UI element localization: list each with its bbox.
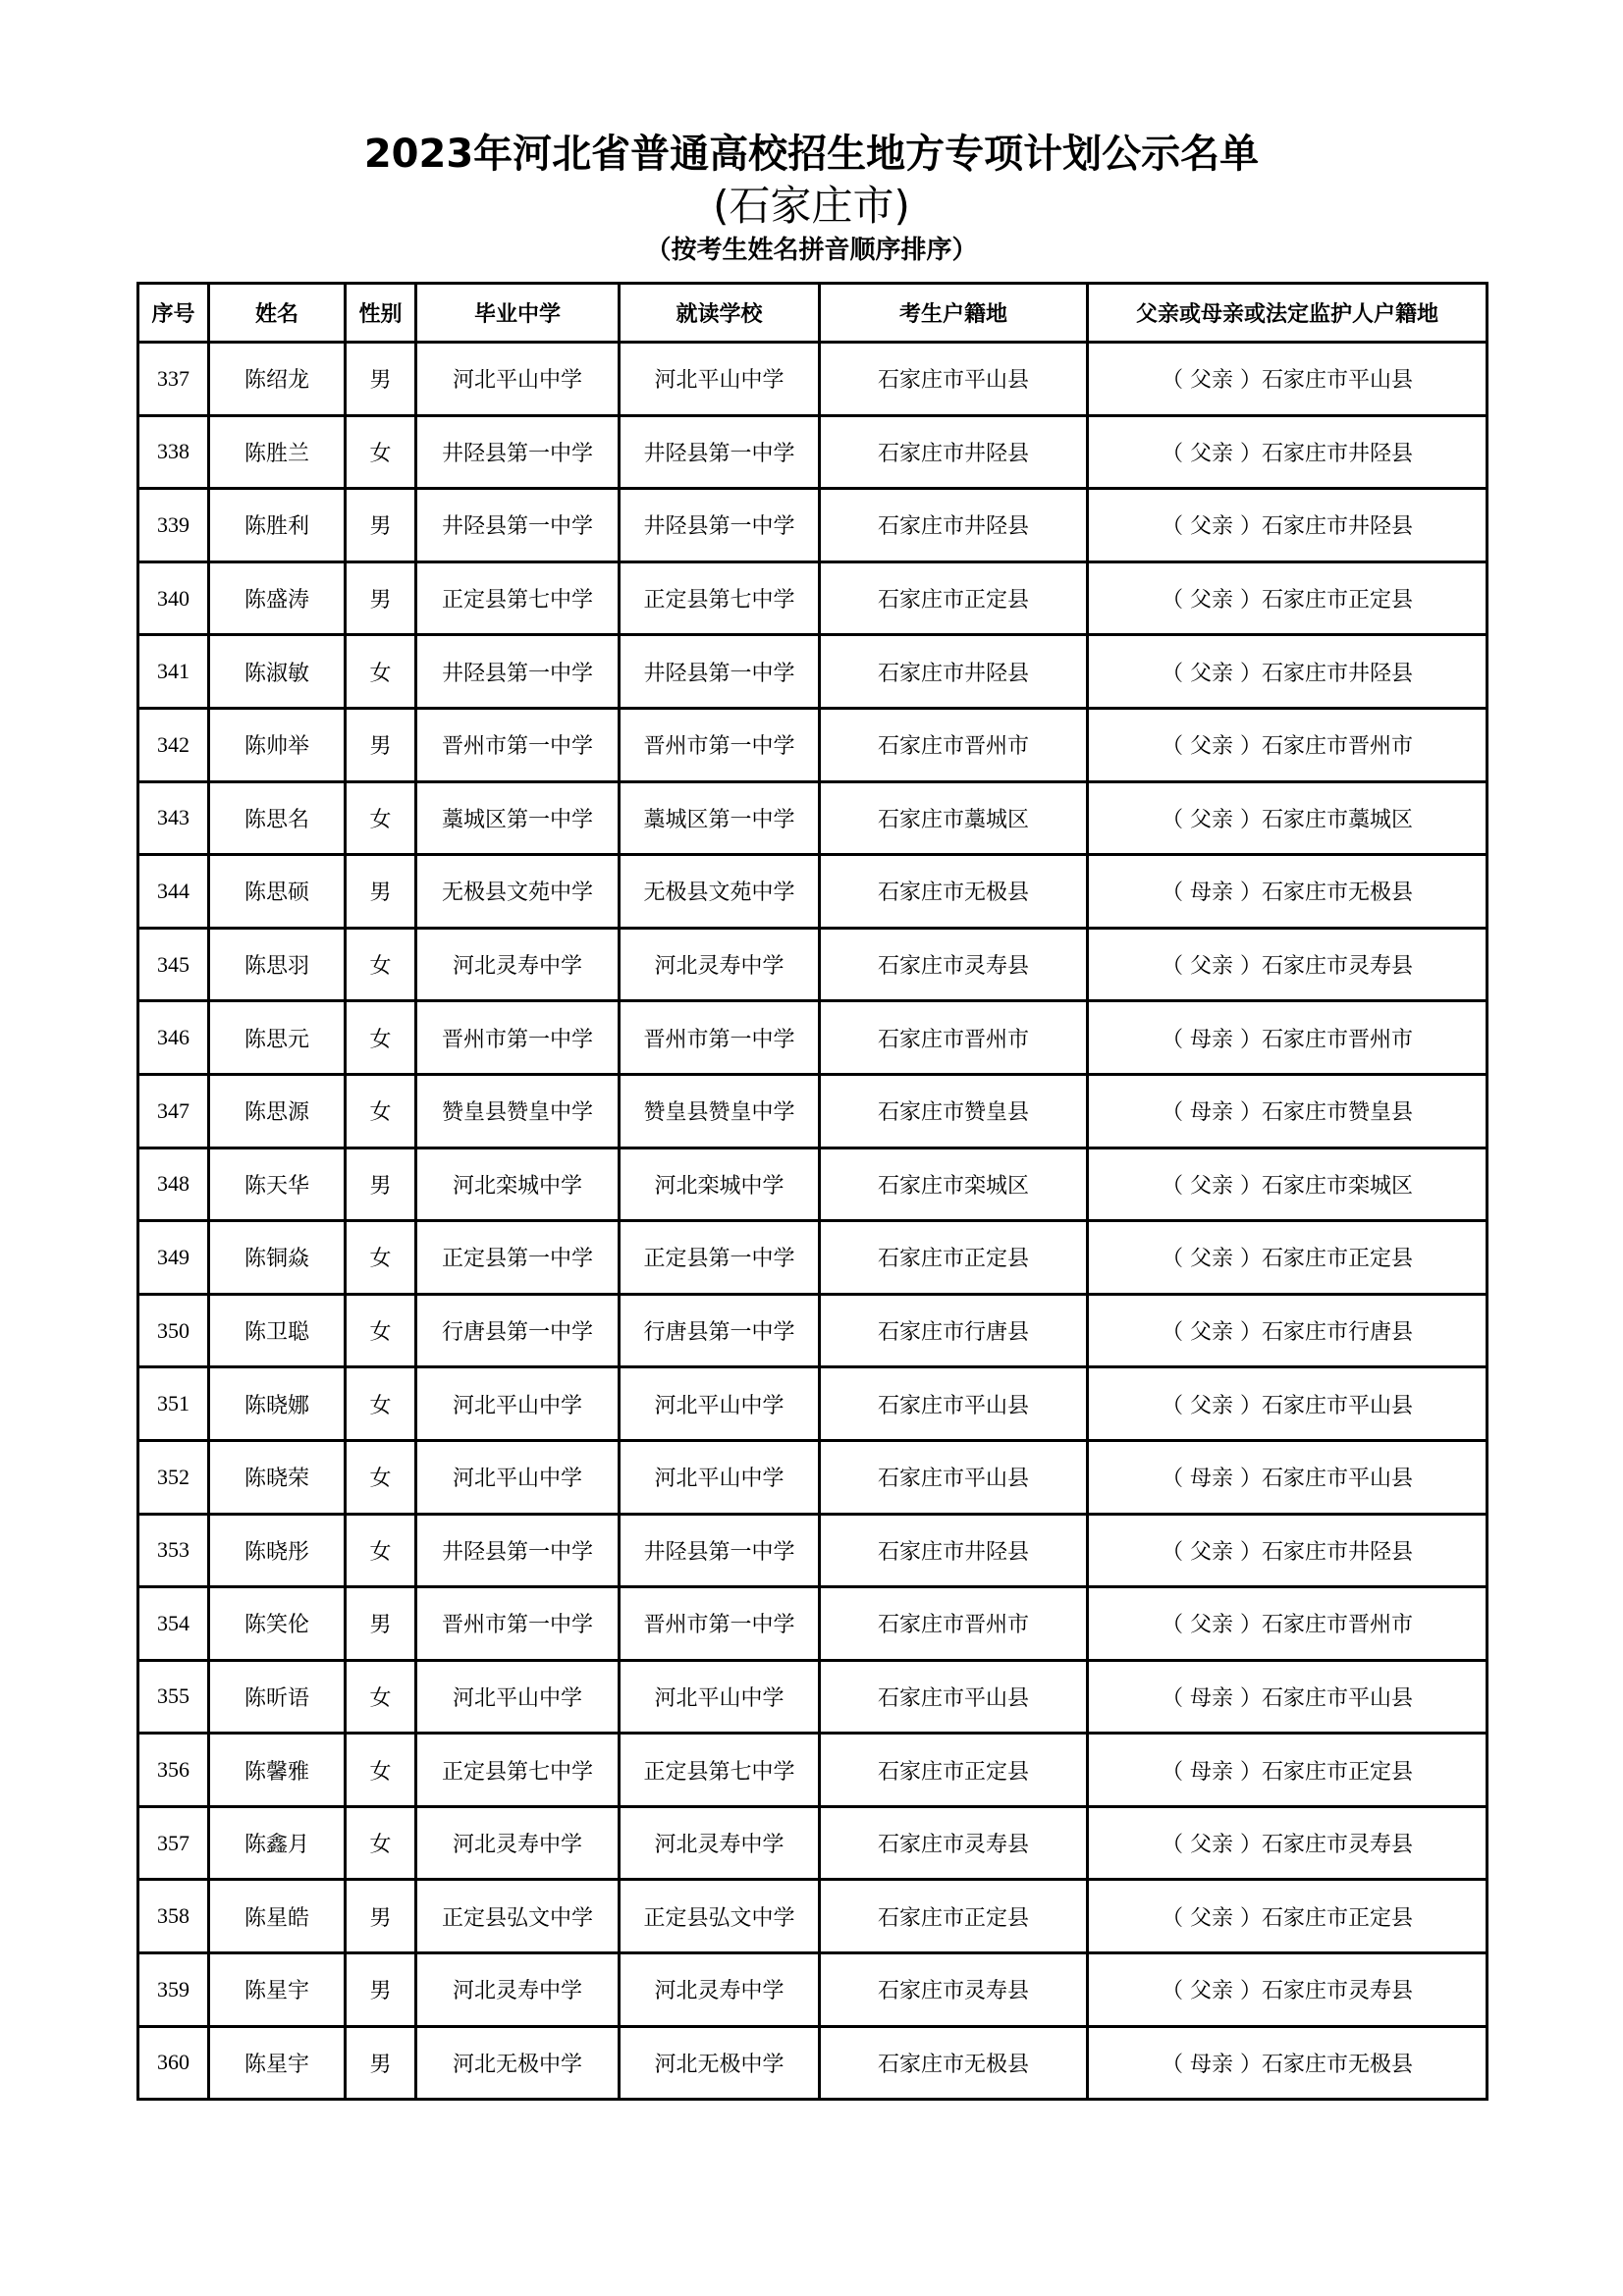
table-row	[138, 855, 1488, 929]
cell-hukou: 石家庄市正定县	[820, 1221, 1088, 1295]
cell-name: 陈晓彤	[209, 1514, 346, 1587]
cell-name: 陈晓荣	[209, 1440, 346, 1514]
cell-current-school: 晋州市第一中学	[620, 1001, 820, 1075]
table-row	[138, 1880, 1488, 1953]
cell-name: 陈绍龙	[209, 343, 346, 416]
cell-parent-hukou: （ 父亲 ）石家庄市井陉县	[1088, 415, 1488, 489]
cell-no: 340	[138, 561, 209, 635]
cell-name: 陈星皓	[209, 1880, 346, 1953]
cell-hukou: 石家庄市井陉县	[820, 635, 1088, 709]
cell-gender: 女	[346, 1514, 416, 1587]
table-row	[138, 781, 1488, 855]
cell-name: 陈星宇	[209, 1953, 346, 2027]
table-row	[138, 561, 1488, 635]
cell-name: 陈胜利	[209, 489, 346, 562]
cell-current-school: 正定县弘文中学	[620, 1880, 820, 1953]
cell-parent-hukou: （ 父亲 ）石家庄市行唐县	[1088, 1294, 1488, 1367]
cell-parent-hukou: （ 父亲 ）石家庄市平山县	[1088, 343, 1488, 416]
cell-current-school: 井陉县第一中学	[620, 415, 820, 489]
cell-name: 陈淑敏	[209, 635, 346, 709]
cell-parent-hukou: （ 父亲 ）石家庄市晋州市	[1088, 708, 1488, 781]
table-row	[138, 2026, 1488, 2100]
cell-grad-school: 河北灵寿中学	[416, 1806, 620, 1880]
cell-gender: 女	[346, 928, 416, 1001]
cell-name: 陈晓娜	[209, 1367, 346, 1441]
header-current-school: 就读学校	[620, 284, 820, 343]
cell-hukou: 石家庄市井陉县	[820, 1514, 1088, 1587]
cell-parent-hukou: （ 母亲 ）石家庄市正定县	[1088, 1734, 1488, 1807]
cell-hukou: 石家庄市无极县	[820, 855, 1088, 929]
cell-current-school: 河北平山中学	[620, 1367, 820, 1441]
cell-gender: 男	[346, 708, 416, 781]
cell-name: 陈昕语	[209, 1660, 346, 1734]
cell-parent-hukou: （ 父亲 ）石家庄市正定县	[1088, 561, 1488, 635]
table-row	[138, 1221, 1488, 1295]
header-name: 姓名	[209, 284, 346, 343]
cell-no: 357	[138, 1806, 209, 1880]
cell-no: 341	[138, 635, 209, 709]
cell-gender: 女	[346, 1734, 416, 1807]
cell-grad-school: 河北无极中学	[416, 2026, 620, 2100]
cell-current-school: 藁城区第一中学	[620, 781, 820, 855]
cell-current-school: 晋州市第一中学	[620, 708, 820, 781]
cell-no: 347	[138, 1074, 209, 1148]
cell-current-school: 正定县第七中学	[620, 1734, 820, 1807]
cell-no: 346	[138, 1001, 209, 1075]
cell-hukou: 石家庄市平山县	[820, 1660, 1088, 1734]
cell-no: 345	[138, 928, 209, 1001]
table-body	[138, 343, 1488, 2100]
cell-hukou: 石家庄市栾城区	[820, 1148, 1088, 1221]
cell-current-school: 晋州市第一中学	[620, 1587, 820, 1661]
table-row	[138, 635, 1488, 709]
cell-grad-school: 河北灵寿中学	[416, 928, 620, 1001]
cell-current-school: 河北灵寿中学	[620, 928, 820, 1001]
cell-current-school: 河北栾城中学	[620, 1148, 820, 1221]
cell-parent-hukou: （ 母亲 ）石家庄市无极县	[1088, 855, 1488, 929]
cell-parent-hukou: （ 母亲 ）石家庄市晋州市	[1088, 1001, 1488, 1075]
cell-grad-school: 晋州市第一中学	[416, 708, 620, 781]
cell-parent-hukou: （ 父亲 ）石家庄市井陉县	[1088, 635, 1488, 709]
cell-no: 350	[138, 1294, 209, 1367]
cell-gender: 女	[346, 1367, 416, 1441]
cell-current-school: 河北灵寿中学	[620, 1953, 820, 2027]
cell-parent-hukou: （ 母亲 ）石家庄市平山县	[1088, 1660, 1488, 1734]
cell-no: 344	[138, 855, 209, 929]
cell-no: 342	[138, 708, 209, 781]
cell-no: 353	[138, 1514, 209, 1587]
sort-note: （按考生姓名拼音顺序排序）	[645, 236, 978, 265]
table-row	[138, 489, 1488, 562]
cell-no: 359	[138, 1953, 209, 2027]
cell-hukou: 石家庄市藁城区	[820, 781, 1088, 855]
cell-parent-hukou: （ 父亲 ）石家庄市平山县	[1088, 1367, 1488, 1441]
cell-grad-school: 晋州市第一中学	[416, 1587, 620, 1661]
table-row	[138, 1367, 1488, 1441]
cell-grad-school: 河北平山中学	[416, 343, 620, 416]
cell-gender: 男	[346, 855, 416, 929]
cell-name: 陈天华	[209, 1148, 346, 1221]
cell-hukou: 石家庄市行唐县	[820, 1294, 1088, 1367]
cell-parent-hukou: （ 父亲 ）石家庄市藁城区	[1088, 781, 1488, 855]
cell-hukou: 石家庄市无极县	[820, 2026, 1088, 2100]
cell-name: 陈思羽	[209, 928, 346, 1001]
cell-current-school: 河北无极中学	[620, 2026, 820, 2100]
cell-no: 343	[138, 781, 209, 855]
header-gender: 性别	[346, 284, 416, 343]
cell-name: 陈胜兰	[209, 415, 346, 489]
cell-parent-hukou: （ 父亲 ）石家庄市正定县	[1088, 1880, 1488, 1953]
cell-no: 352	[138, 1440, 209, 1514]
table-row	[138, 343, 1488, 416]
cell-grad-school: 井陉县第一中学	[416, 489, 620, 562]
table-row	[138, 1734, 1488, 1807]
cell-current-school: 河北平山中学	[620, 343, 820, 416]
cell-grad-school: 河北栾城中学	[416, 1148, 620, 1221]
cell-hukou: 石家庄市井陉县	[820, 489, 1088, 562]
cell-parent-hukou: （ 父亲 ）石家庄市灵寿县	[1088, 1953, 1488, 2027]
cell-hukou: 石家庄市晋州市	[820, 1001, 1088, 1075]
cell-hukou: 石家庄市平山县	[820, 343, 1088, 416]
cell-name: 陈铜焱	[209, 1221, 346, 1295]
document-title: 2023年河北省普通高校招生地方专项计划公示名单	[363, 132, 1260, 177]
header-hukou: 考生户籍地	[820, 284, 1088, 343]
cell-grad-school: 河北平山中学	[416, 1440, 620, 1514]
table-row	[138, 1587, 1488, 1661]
cell-grad-school: 河北平山中学	[416, 1660, 620, 1734]
cell-gender: 男	[346, 489, 416, 562]
cell-grad-school: 井陉县第一中学	[416, 1514, 620, 1587]
cell-no: 358	[138, 1880, 209, 1953]
cell-no: 348	[138, 1148, 209, 1221]
cell-parent-hukou: （ 父亲 ）石家庄市灵寿县	[1088, 928, 1488, 1001]
cell-grad-school: 赞皇县赞皇中学	[416, 1074, 620, 1148]
cell-no: 351	[138, 1367, 209, 1441]
cell-no: 338	[138, 415, 209, 489]
cell-current-school: 无极县文苑中学	[620, 855, 820, 929]
cell-name: 陈卫聪	[209, 1294, 346, 1367]
table-row	[138, 1514, 1488, 1587]
cell-name: 陈帅举	[209, 708, 346, 781]
cell-name: 陈思硕	[209, 855, 346, 929]
cell-gender: 女	[346, 1806, 416, 1880]
cell-parent-hukou: （ 父亲 ）石家庄市正定县	[1088, 1221, 1488, 1295]
cell-grad-school: 河北灵寿中学	[416, 1953, 620, 2027]
table-row	[138, 1148, 1488, 1221]
cell-gender: 女	[346, 635, 416, 709]
table-row	[138, 1660, 1488, 1734]
table-row	[138, 928, 1488, 1001]
cell-grad-school: 行唐县第一中学	[416, 1294, 620, 1367]
cell-parent-hukou: （ 父亲 ）石家庄市井陉县	[1088, 489, 1488, 562]
cell-name: 陈馨雅	[209, 1734, 346, 1807]
cell-parent-hukou: （ 母亲 ）石家庄市无极县	[1088, 2026, 1488, 2100]
cell-name: 陈笑伦	[209, 1587, 346, 1661]
cell-current-school: 井陉县第一中学	[620, 489, 820, 562]
cell-gender: 男	[346, 1880, 416, 1953]
document-subtitle: (石家庄市)	[713, 182, 910, 230]
cell-gender: 女	[346, 1440, 416, 1514]
table-row	[138, 708, 1488, 781]
cell-gender: 女	[346, 1074, 416, 1148]
cell-grad-school: 无极县文苑中学	[416, 855, 620, 929]
cell-name: 陈星宇	[209, 2026, 346, 2100]
header-parent-hukou: 父亲或母亲或法定监护人户籍地	[1088, 284, 1488, 343]
cell-no: 356	[138, 1734, 209, 1807]
cell-parent-hukou: （ 父亲 ）石家庄市栾城区	[1088, 1148, 1488, 1221]
cell-gender: 男	[346, 1148, 416, 1221]
cell-grad-school: 正定县弘文中学	[416, 1880, 620, 1953]
cell-hukou: 石家庄市井陉县	[820, 415, 1088, 489]
table-row	[138, 1806, 1488, 1880]
table-header-row	[138, 284, 1488, 343]
cell-gender: 男	[346, 1587, 416, 1661]
cell-hukou: 石家庄市平山县	[820, 1440, 1088, 1514]
cell-gender: 男	[346, 343, 416, 416]
cell-gender: 男	[346, 1953, 416, 2027]
cell-grad-school: 正定县第一中学	[416, 1221, 620, 1295]
cell-gender: 女	[346, 781, 416, 855]
header-no: 序号	[138, 284, 209, 343]
table-row	[138, 1440, 1488, 1514]
cell-current-school: 河北平山中学	[620, 1660, 820, 1734]
roster-table	[136, 282, 1488, 2101]
cell-gender: 男	[346, 2026, 416, 2100]
cell-gender: 男	[346, 561, 416, 635]
cell-grad-school: 藁城区第一中学	[416, 781, 620, 855]
cell-current-school: 正定县第一中学	[620, 1221, 820, 1295]
table-row	[138, 415, 1488, 489]
cell-current-school: 河北灵寿中学	[620, 1806, 820, 1880]
cell-hukou: 石家庄市正定县	[820, 561, 1088, 635]
cell-hukou: 石家庄市晋州市	[820, 708, 1088, 781]
cell-gender: 女	[346, 1221, 416, 1295]
cell-name: 陈思名	[209, 781, 346, 855]
cell-grad-school: 晋州市第一中学	[416, 1001, 620, 1075]
cell-name: 陈盛涛	[209, 561, 346, 635]
header-grad-school: 毕业中学	[416, 284, 620, 343]
cell-no: 349	[138, 1221, 209, 1295]
cell-no: 339	[138, 489, 209, 562]
cell-hukou: 石家庄市灵寿县	[820, 1806, 1088, 1880]
table-row	[138, 1074, 1488, 1148]
table-row	[138, 1953, 1488, 2027]
cell-current-school: 河北平山中学	[620, 1440, 820, 1514]
cell-current-school: 井陉县第一中学	[620, 635, 820, 709]
cell-grad-school: 河北平山中学	[416, 1367, 620, 1441]
cell-no: 354	[138, 1587, 209, 1661]
cell-gender: 女	[346, 1294, 416, 1367]
cell-name: 陈鑫月	[209, 1806, 346, 1880]
cell-name: 陈思源	[209, 1074, 346, 1148]
cell-no: 355	[138, 1660, 209, 1734]
cell-no: 360	[138, 2026, 209, 2100]
cell-grad-school: 正定县第七中学	[416, 561, 620, 635]
cell-hukou: 石家庄市平山县	[820, 1367, 1088, 1441]
cell-parent-hukou: （ 母亲 ）石家庄市赞皇县	[1088, 1074, 1488, 1148]
cell-gender: 女	[346, 1001, 416, 1075]
cell-current-school: 赞皇县赞皇中学	[620, 1074, 820, 1148]
cell-grad-school: 井陉县第一中学	[416, 415, 620, 489]
cell-no: 337	[138, 343, 209, 416]
cell-parent-hukou: （ 父亲 ）石家庄市晋州市	[1088, 1587, 1488, 1661]
cell-grad-school: 正定县第七中学	[416, 1734, 620, 1807]
cell-parent-hukou: （ 父亲 ）石家庄市井陉县	[1088, 1514, 1488, 1587]
cell-hukou: 石家庄市正定县	[820, 1880, 1088, 1953]
cell-hukou: 石家庄市正定县	[820, 1734, 1088, 1807]
cell-gender: 女	[346, 415, 416, 489]
cell-current-school: 正定县第七中学	[620, 561, 820, 635]
cell-hukou: 石家庄市灵寿县	[820, 928, 1088, 1001]
cell-name: 陈思元	[209, 1001, 346, 1075]
cell-parent-hukou: （ 父亲 ）石家庄市灵寿县	[1088, 1806, 1488, 1880]
cell-hukou: 石家庄市赞皇县	[820, 1074, 1088, 1148]
cell-hukou: 石家庄市晋州市	[820, 1587, 1088, 1661]
cell-hukou: 石家庄市灵寿县	[820, 1953, 1088, 2027]
table-row	[138, 1001, 1488, 1075]
cell-grad-school: 井陉县第一中学	[416, 635, 620, 709]
table-row	[138, 1294, 1488, 1367]
cell-current-school: 行唐县第一中学	[620, 1294, 820, 1367]
cell-current-school: 井陉县第一中学	[620, 1514, 820, 1587]
cell-parent-hukou: （ 母亲 ）石家庄市平山县	[1088, 1440, 1488, 1514]
cell-gender: 女	[346, 1660, 416, 1734]
